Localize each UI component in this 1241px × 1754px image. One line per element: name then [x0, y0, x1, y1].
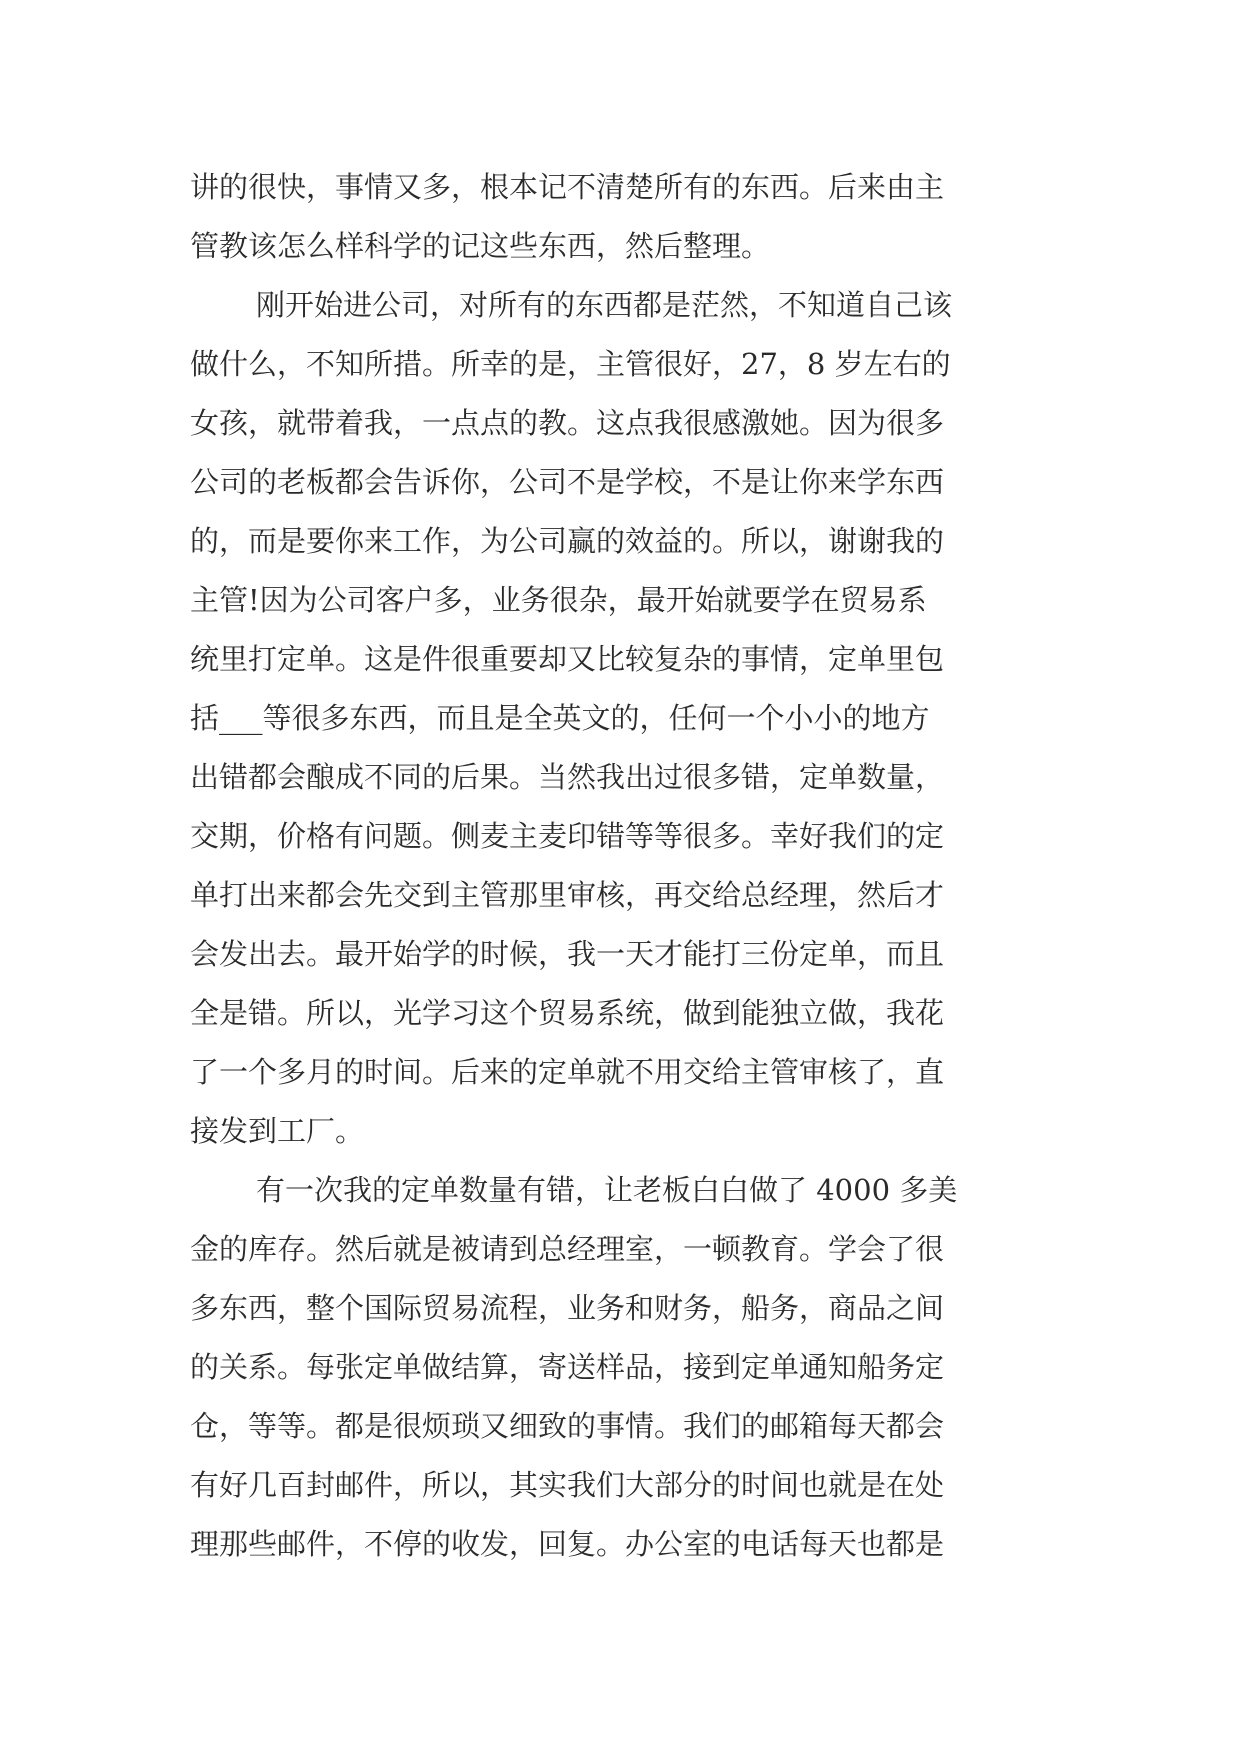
- text-line: 会发出去。最开始学的时候，我一天才能打三份定单，而且: [190, 937, 945, 971]
- text-line: 公司的老板都会告诉你，公司不是学校，不是让你来学东西: [190, 465, 945, 499]
- text-line: 括___等很多东西，而且是全英文的，任何一个小小的地方: [190, 701, 930, 735]
- text-line: 有好几百封邮件，所以，其实我们大部分的时间也就是在处: [190, 1468, 945, 1502]
- text-line: 统里打定单。这是件很重要却又比较复杂的事情，定单里包: [190, 642, 945, 676]
- text-line: 金的库存。然后就是被请到总经理室，一顿教育。学会了很: [190, 1232, 945, 1266]
- text-line: 的，而是要你来工作，为公司赢的效益的。所以，谢谢我的: [190, 524, 945, 558]
- text-line: 做什么，不知所措。所幸的是，主管很好，27，8 岁左右的: [190, 347, 951, 381]
- text-line: 女孩，就带着我，一点点的教。这点我很感激她。因为很多: [190, 406, 945, 440]
- text-line: 管教该怎么样科学的记这些东西，然后整理。: [190, 229, 771, 263]
- text-line: 接发到工厂。: [190, 1114, 365, 1148]
- text-line: 讲的很快，事情又多，根本记不清楚所有的东西。后来由主: [190, 170, 945, 204]
- text-line: 出错都会酿成不同的后果。当然我出过很多错，定单数量，: [190, 760, 945, 794]
- text-line: 有一次我的定单数量有错，让老板白白做了 4000 多美: [256, 1173, 958, 1207]
- text-line: 全是错。所以，光学习这个贸易系统，做到能独立做，我花: [190, 996, 945, 1030]
- text-line: 交期，价格有问题。侧麦主麦印错等等很多。幸好我们的定: [190, 819, 945, 853]
- text-line: 单打出来都会先交到主管那里审核，再交给总经理，然后才: [190, 878, 945, 912]
- text-line: 刚开始进公司，对所有的东西都是茫然，不知道自己该: [256, 288, 953, 322]
- text-line: 仓，等等。都是很烦琐又细致的事情。我们的邮箱每天都会: [190, 1409, 945, 1443]
- text-line: 多东西，整个国际贸易流程，业务和财务，船务，商品之间: [190, 1291, 945, 1325]
- text-line: 理那些邮件，不停的收发，回复。办公室的电话每天也都是: [190, 1527, 945, 1561]
- document-body: [190, 158, 1050, 1574]
- text-line: 了一个多月的时间。后来的定单就不用交给主管审核了，直: [190, 1055, 945, 1089]
- text-line: 主管!因为公司客户多，业务很杂，最开始就要学在贸易系: [190, 583, 927, 617]
- text-line: 的关系。每张定单做结算，寄送样品，接到定单通知船务定: [190, 1350, 945, 1384]
